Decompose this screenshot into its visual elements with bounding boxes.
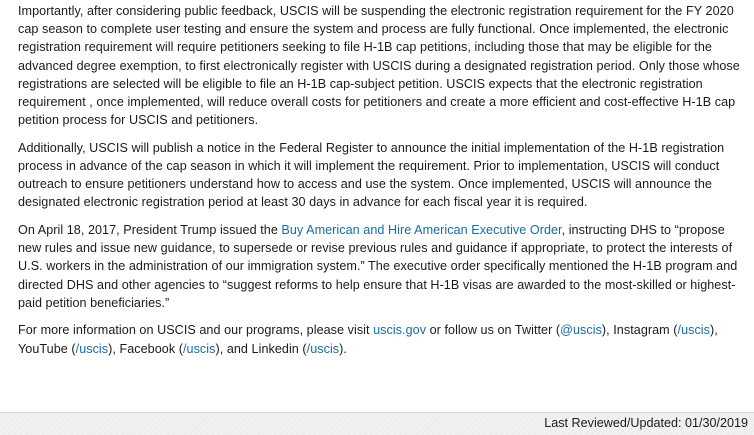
instagram-link[interactable]: /uscis bbox=[677, 323, 711, 338]
paragraph-text: ), YouTube ( bbox=[18, 323, 718, 356]
page-footer bbox=[0, 412, 754, 435]
facebook-link[interactable]: /uscis bbox=[182, 341, 216, 356]
paragraph-more-information bbox=[18, 321, 742, 357]
paragraph-text: On April 18, 2017, President Trump issued the bbox=[18, 223, 282, 238]
paragraph-text: ), Instagram ( bbox=[601, 323, 678, 338]
buy-american-executive-order-link[interactable]: Buy American and Hire American Executive Order bbox=[281, 223, 562, 238]
youtube-link[interactable]: /uscis bbox=[75, 341, 109, 356]
paragraph-text: ). bbox=[339, 341, 347, 356]
uscis-website-link[interactable]: uscis.gov bbox=[373, 323, 427, 338]
last-reviewed-date: Last Reviewed/Updated: 01/30/2019 bbox=[544, 416, 748, 430]
paragraph-executive-order bbox=[18, 221, 742, 312]
paragraph-text: ), and Linkedin ( bbox=[215, 341, 307, 356]
paragraph-federal-register-notice: Additionally, USCIS will publish a notice in the Federal Register to announce the initial implementation of the H-1B registration process in advance of the cap season in which it will implement the requirement. Prior to implementation, USCIS will conduct outreach to ensure petitioners understand how to access and use the system. Once implemented, USCIS will announce the designated electronic registration period at least 30 days in advance for each fiscal year it is required. bbox=[18, 140, 725, 210]
article-body bbox=[18, 2, 742, 367]
linkedin-link[interactable]: /uscis bbox=[306, 341, 340, 356]
paragraph-text: or follow us on Twitter ( bbox=[426, 323, 561, 338]
twitter-link[interactable]: @uscis bbox=[560, 323, 602, 338]
paragraph-text: For more information on USCIS and our programs, please visit bbox=[18, 323, 374, 338]
paragraph-text: ), Facebook ( bbox=[108, 341, 183, 356]
paragraph-text: , instructing DHS to “propose new rules and issue new guidance, to supersede or revise previous rules and guidance if appropriate, to protect the interests of U.S. workers in the administration of our immigration system.” The executive order specifically mentioned the H-1B program and directed DHS and other agencies to “suggest reforms to help ensure that H-1B visas are awarded to the most-skilled or highest-paid petition beneficiaries.” bbox=[18, 223, 738, 310]
paragraph-registration-suspension: Importantly, after considering public feedback, USCIS will be suspending the electronic registration requirement for the FY 2020 cap season to complete user testing and ensure the system and process are fully functional. Once implemented, the electronic registration requirement will require petitioners seeking to file H-1B cap petitions, including those that may be eligible for the advanced degree exemption, to first electronically register with USCIS during a designated registration period. Only those whose registrations are selected will be eligible to file an H-1B cap-subject petition. USCIS expects that the electronic registration requirement , once implemented, will reduce overall costs for petitioners and create a more efficient and cost-effective H-1B cap petition process for USCIS and petitioners. bbox=[18, 4, 740, 128]
